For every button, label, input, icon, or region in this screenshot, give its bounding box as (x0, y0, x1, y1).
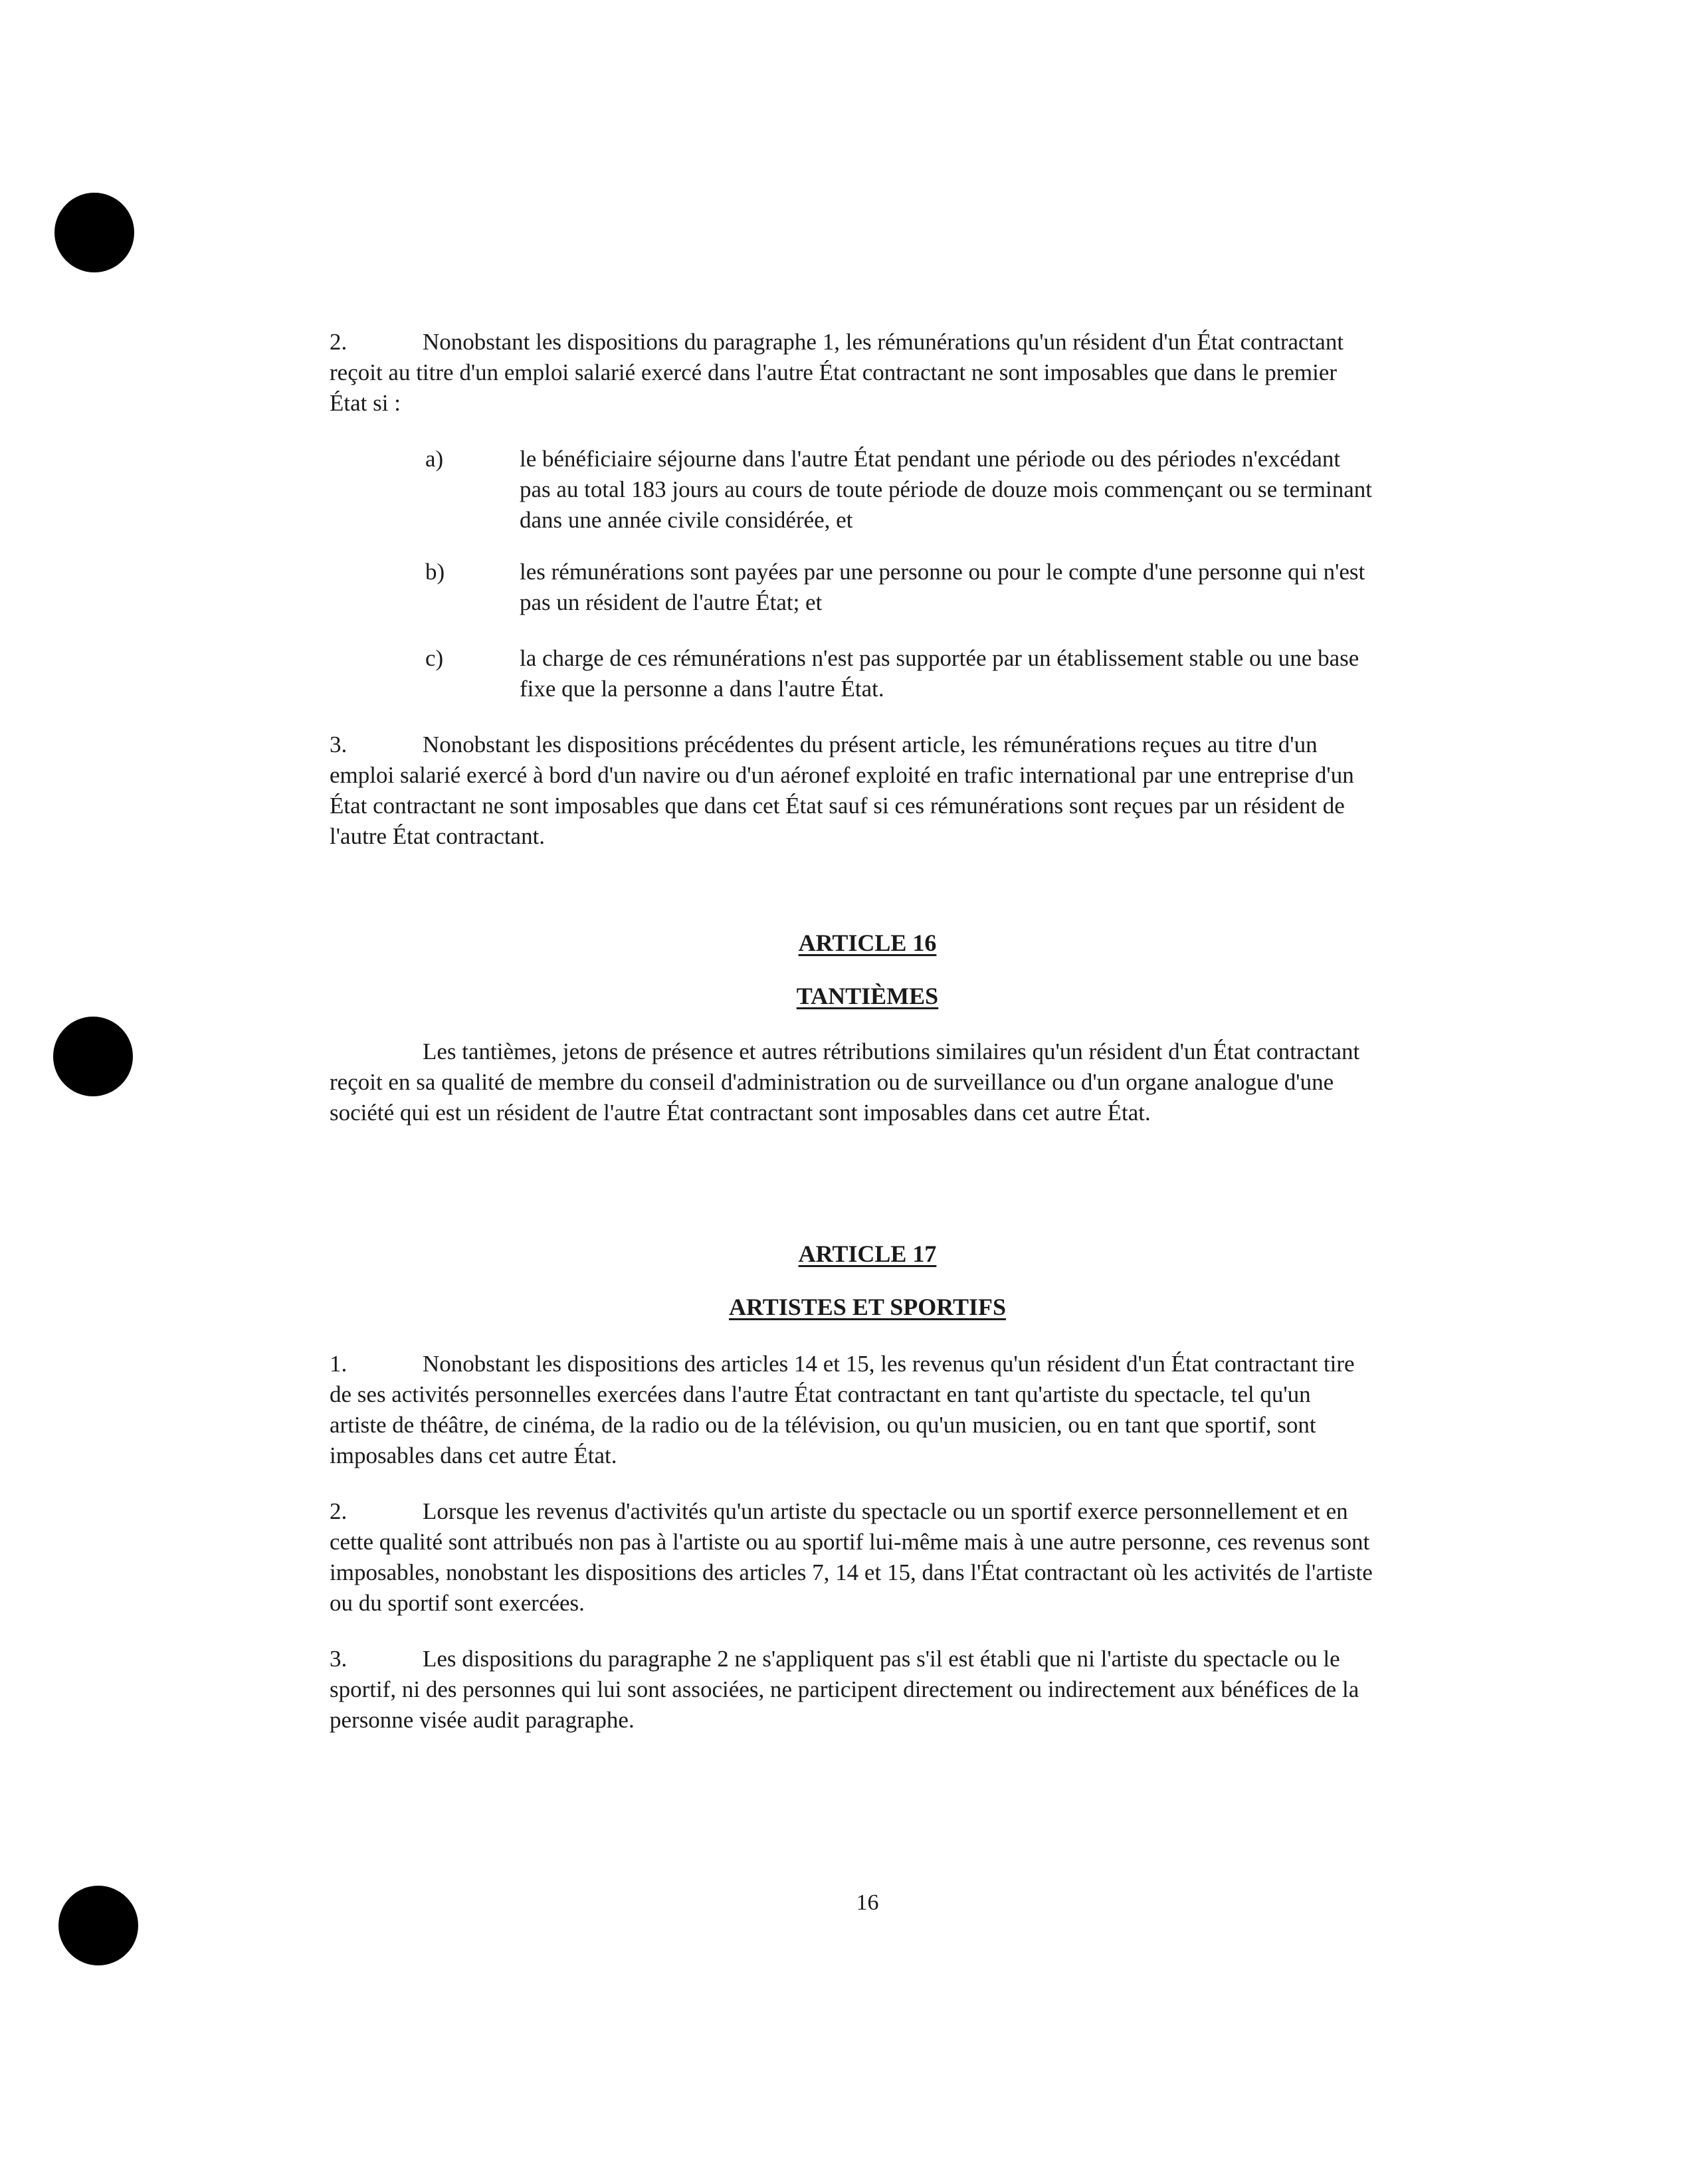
paragraph-number: 2. (330, 1498, 348, 1524)
page-number: 16 (856, 1890, 879, 1915)
paragraph-text: Nonobstant les dispositions précédentes du présent article, les rémunérations reçues au titre d'un emploi salarié exercé à bord d'un navire ou d'un aéronef exploité en trafic international par une entreprise d'un État contractant ne sont imposables que dans cet État sauf si ces rémunérations sont reçues par un résident de l'autre État contractant. (330, 732, 1354, 849)
punch-hole (54, 193, 134, 272)
punch-hole (53, 1017, 133, 1096)
paragraph-number: 1. (330, 1351, 348, 1377)
paragraph-art17-1 (330, 1349, 1373, 1471)
list-item-label: a) (425, 446, 444, 472)
paragraph-number: 2. (330, 329, 348, 355)
article-17-heading: ARTICLE 17 (798, 1241, 937, 1267)
paragraph-art15-2 (330, 327, 1373, 419)
article-16-title: TANTIÈMES (796, 983, 939, 1009)
article-16-heading: ARTICLE 16 (798, 930, 937, 956)
paragraph-art16: Les tantièmes, jetons de présence et autres rétributions similaires qu'un résident d'un État contractant reçoit en sa qualité de membre du conseil d'administration ou de surveillance ou d'un organe analogue d'une société qui est un résident de l'autre État contractant sont imposables dans cet autre État. (330, 1039, 1360, 1126)
paragraph-number: 3. (330, 732, 348, 757)
paragraph-number: 3. (330, 1646, 348, 1672)
list-item-text: la charge de ces rémunérations n'est pas supportée par un établissement stable ou une base fixe que la personne a dans l'autre État. (520, 645, 1359, 702)
paragraph-text: Nonobstant les dispositions des articles 14 et 15, les revenus qu'un résident d'un État contractant tire de ses activités personnelles exercées dans l'autre État contractant en tant qu'artiste du spectacle, tel qu'un artiste de théâtre, de cinéma, de la radio ou de la télévision, ou qu'un musicien, ou en tant que sportif, sont imposables dans cet autre État. (330, 1351, 1355, 1468)
list-item-text: le bénéficiaire séjourne dans l'autre État pendant une période ou des périodes n'excédant pas au total 183 jours au cours de toute période de douze mois commençant ou se terminant dans une année civile considérée, et (520, 446, 1372, 533)
list-item-label: b) (425, 559, 445, 585)
paragraph-text: Nonobstant les dispositions du paragraphe 1, les rémunérations qu'un résident d'un État contractant reçoit au titre d'un emploi salarié exercé dans l'autre État contractant ne sont imposables que dans le premier État si : (330, 329, 1344, 416)
paragraph-art15-3 (330, 730, 1373, 852)
list-item-text: les rémunérations sont payées par une personne ou pour le compte d'une personne qui n'est pas un résident de l'autre État; et (520, 559, 1365, 615)
article-17-title: ARTISTES ET SPORTIFS (729, 1294, 1006, 1320)
paragraph-text: Les dispositions du paragraphe 2 ne s'appliquent pas s'il est établi que ni l'artiste du spectacle ou le sportif, ni des personnes qui lui sont associées, ne participent directement ou indirectement aux bénéfices de la personne visée audit paragraphe. (330, 1646, 1359, 1733)
paragraph-art17-3 (330, 1644, 1373, 1736)
paragraph-text: Lorsque les revenus d'activités qu'un artiste du spectacle ou un sportif exerce personnellement et en cette qualité sont attribués non pas à l'artiste ou au sportif lui-même mais à une autre personne, ces revenus sont imposables, nonobstant les dispositions des articles 7, 14 et 15, dans l'État contractant où les activités de l'artiste ou du sportif sont exercées. (330, 1498, 1373, 1616)
paragraph-art17-2 (330, 1496, 1373, 1619)
list-item-label: c) (425, 645, 444, 671)
